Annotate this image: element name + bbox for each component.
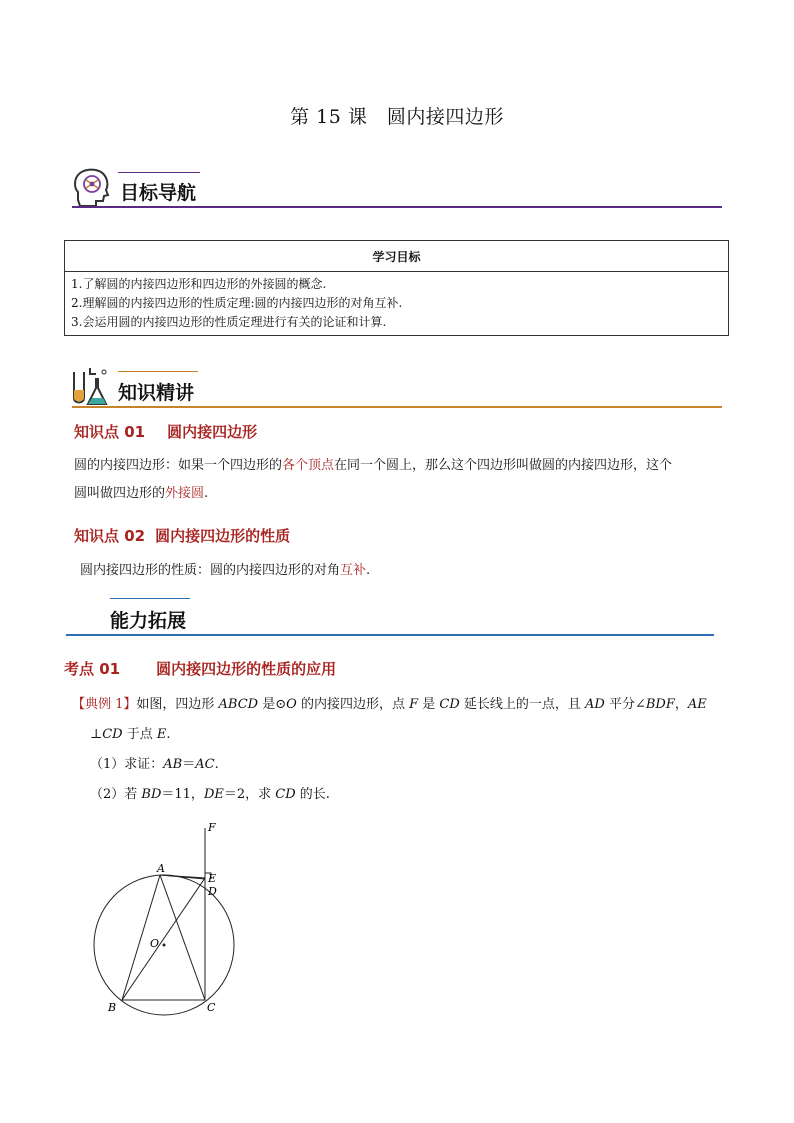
example-text: O <box>286 697 297 712</box>
kp2-text: 圆内接四边形的性质：圆的内接四边形的对角 <box>80 563 341 578</box>
example-text: 是 <box>418 697 440 712</box>
kp1-text: . <box>204 486 209 501</box>
example-text: 如图，四边形 <box>136 697 219 712</box>
example-text: （1）求证： <box>90 757 164 772</box>
section-ability-title: 能力拓展 <box>110 610 187 632</box>
example-text: 于点 <box>122 727 157 742</box>
example-text: ， <box>674 697 688 712</box>
example-text: AE <box>687 697 707 712</box>
label-d: D <box>208 885 217 898</box>
knowledge-top-line <box>118 371 198 372</box>
example-text: . <box>166 727 171 742</box>
label-o: O <box>150 937 160 950</box>
example-text: ⊥ <box>90 727 103 742</box>
example-text: F <box>409 697 419 712</box>
example-text: 平分∠ <box>604 697 646 712</box>
diagonal-bd <box>122 878 205 1000</box>
section-goals-title: 目标导航 <box>120 182 197 204</box>
kp1-number: 知识点 01 <box>74 423 146 441</box>
kp2-title <box>74 525 290 546</box>
example-text: ＝ <box>182 757 196 772</box>
objectives-table <box>64 240 729 336</box>
example-text: 的长. <box>295 787 330 802</box>
question-1 <box>72 750 732 780</box>
example-text: （2）若 <box>90 787 142 802</box>
geometry-figure <box>80 815 250 1020</box>
kp2-number: 知识点 02 <box>74 527 146 545</box>
diagonal-ac <box>160 875 205 1000</box>
ability-top-line <box>110 598 190 599</box>
goals-divider <box>72 206 722 208</box>
example-text: ＝11， <box>161 787 204 802</box>
flask-icon <box>70 366 112 408</box>
exam-name: 圆内接四边形的性质的应用 <box>156 660 337 678</box>
goals-top-line <box>118 172 200 173</box>
kp1-highlight-vertices: 各个顶点 <box>282 458 335 473</box>
example-text: 是⊙ <box>258 697 287 712</box>
example-text: BD <box>141 787 162 802</box>
kp1-text: 在同一个圆上，那么这个四边形叫做圆的内接四边形，这个 <box>334 458 673 473</box>
exam-point-title <box>64 658 336 679</box>
example-text: . <box>214 757 219 772</box>
example-text: 延长线上的一点，且 <box>459 697 586 712</box>
head-brain-icon <box>72 166 112 208</box>
kp1-paragraph <box>74 452 724 508</box>
label-b: B <box>108 1001 117 1014</box>
ability-divider <box>66 634 714 636</box>
example-text: CD <box>275 787 296 802</box>
kp1-text: 圆的内接四边形：如果一个四边形的 <box>74 458 283 473</box>
example-text: BDF <box>645 697 675 712</box>
example-statement <box>72 690 732 810</box>
label-c: C <box>207 1001 216 1014</box>
example-text: ABCD <box>218 697 259 712</box>
example-text: AD <box>585 697 605 712</box>
kp2-highlight-supplementary: 互补 <box>340 563 367 578</box>
objective-item: 1.了解圆的内接四边形和四边形的外接圆的概念. <box>71 277 327 291</box>
kp2-text: . <box>366 563 371 578</box>
kp1-name: 圆内接四边形 <box>167 423 258 441</box>
label-e: E <box>208 872 217 885</box>
example-text: DE <box>203 787 224 802</box>
kp1-title <box>74 421 257 442</box>
kp2-paragraph <box>80 557 720 585</box>
page-title: 第 15 课 圆内接四边形 <box>290 106 504 128</box>
kp1-highlight-circumcircle: 外接圆 <box>165 486 205 501</box>
example-text: ＝2，求 <box>223 787 276 802</box>
kp1-text: 圆叫做四边形的 <box>74 486 166 501</box>
example-text: E <box>156 727 167 742</box>
example-tag: 【典例 1】 <box>72 697 137 712</box>
segment-ae <box>160 875 205 879</box>
exam-number: 考点 01 <box>64 660 121 678</box>
example-text: CD <box>102 727 123 742</box>
knowledge-divider <box>72 406 722 408</box>
example-text: 的内接四边形，点 <box>296 697 410 712</box>
objectives-header: 学习目标 <box>65 241 729 272</box>
section-knowledge-title: 知识精讲 <box>118 382 195 404</box>
example-text: AC <box>195 757 215 772</box>
example-text: CD <box>439 697 460 712</box>
objective-item: 2.理解圆的内接四边形的性质定理:圆的内接四边形的对角互补. <box>71 296 403 310</box>
label-a: A <box>157 862 165 875</box>
objective-item: 3.会运用圆的内接四边形的性质定理进行有关的论证和计算. <box>71 315 387 329</box>
label-f: F <box>208 821 216 834</box>
kp2-name: 圆内接四边形的性质 <box>155 527 291 545</box>
question-2 <box>72 780 732 810</box>
example-text: AB <box>163 757 183 772</box>
objectives-body <box>65 272 729 336</box>
center-point <box>163 944 166 947</box>
